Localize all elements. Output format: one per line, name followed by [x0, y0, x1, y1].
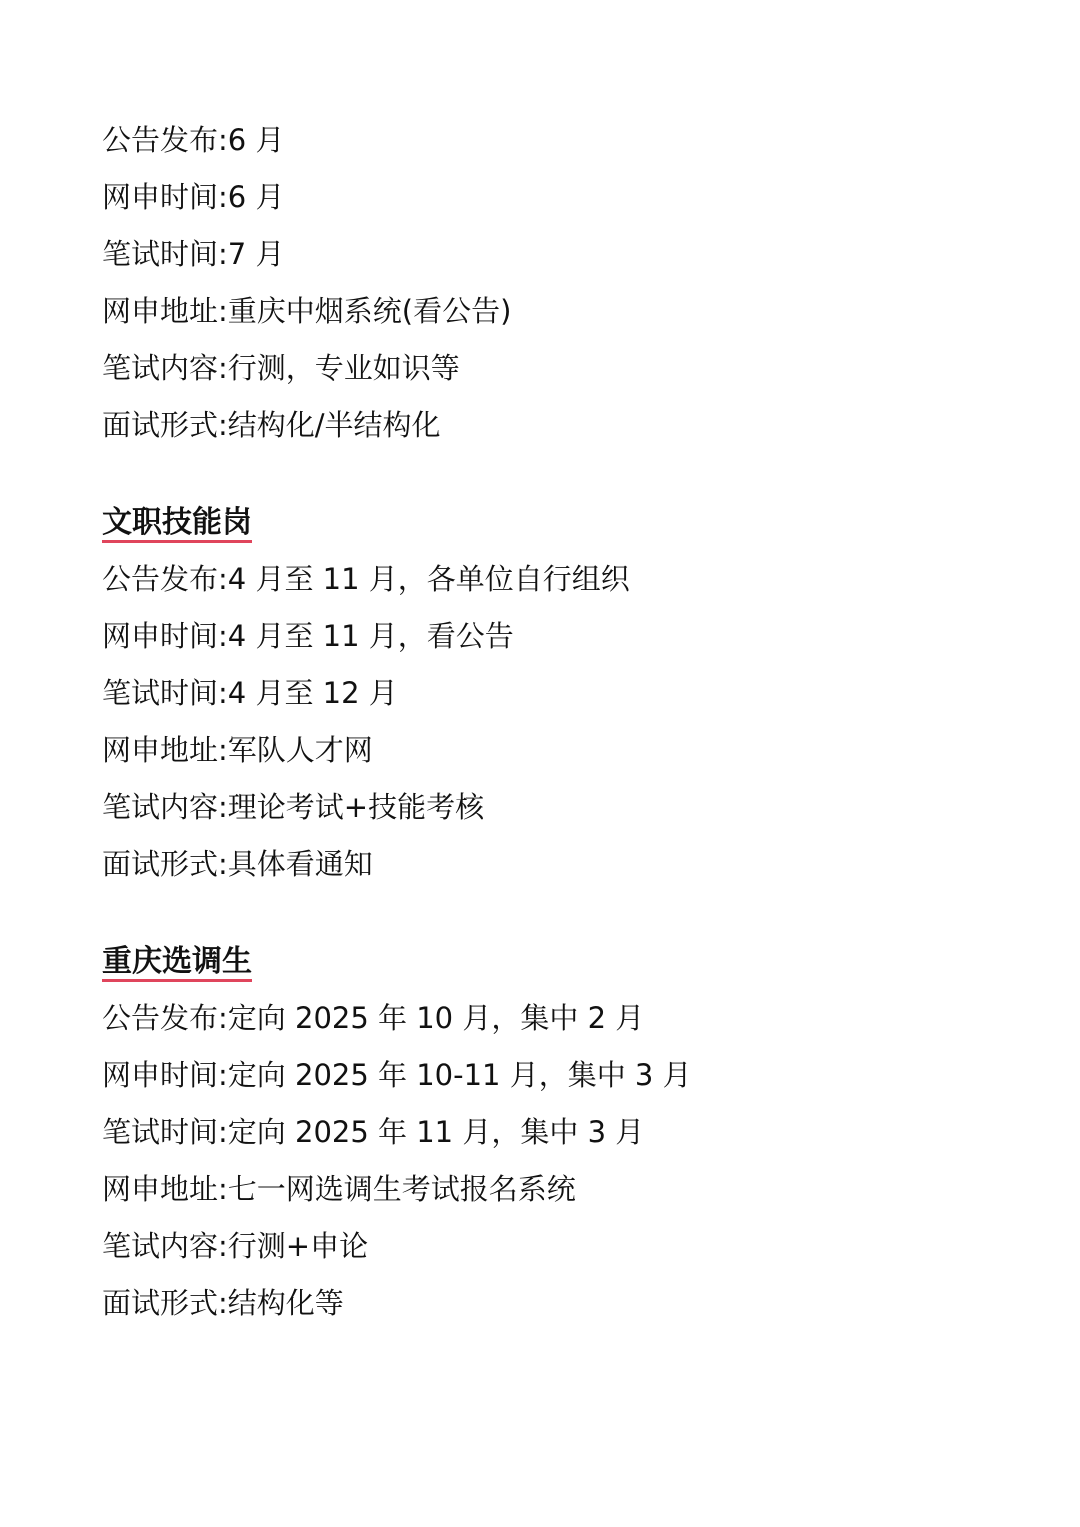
section-heading [102, 933, 1002, 990]
section-recruitment-tobacco [102, 112, 1002, 454]
info-line-apply-site: 网申地址:重庆中烟系统(看公告) [102, 294, 512, 328]
info-line-announce: 公告发布:6 月 [102, 123, 285, 157]
info-line-interview-form: 面试形式:结构化/半结构化 [102, 408, 441, 442]
section-civilian-skill-post [102, 494, 1002, 893]
info-line-apply-time: 网申时间:4 月至 11 月，看公告 [102, 619, 514, 653]
section-heading [102, 494, 1002, 551]
info-line-announce: 公告发布:定向 2025 年 10 月，集中 2 月 [102, 1001, 645, 1035]
section-heading-text: 文职技能岗 [102, 506, 252, 543]
section-chongqing-selected-graduates [102, 933, 1002, 1332]
info-line-exam-time: 笔试时间:4 月至 12 月 [102, 676, 398, 710]
info-line-interview-form: 面试形式:具体看通知 [102, 847, 373, 881]
info-line-apply-site: 网申地址:军队人才网 [102, 733, 373, 767]
info-line-apply-time: 网申时间:定向 2025 年 10-11 月，集中 3 月 [102, 1058, 692, 1092]
document-page [102, 112, 1002, 1332]
info-line-exam-content: 笔试内容:理论考试+技能考核 [102, 790, 485, 824]
info-line-exam-time: 笔试时间:7 月 [102, 237, 285, 271]
info-line-exam-time: 笔试时间:定向 2025 年 11 月，集中 3 月 [102, 1115, 645, 1149]
info-line-exam-content: 笔试内容:行测+申论 [102, 1229, 369, 1263]
section-heading-text: 重庆选调生 [102, 945, 252, 982]
info-line-interview-form: 面试形式:结构化等 [102, 1286, 344, 1320]
info-line-apply-time: 网申时间:6 月 [102, 180, 285, 214]
info-line-announce: 公告发布:4 月至 11 月，各单位自行组织 [102, 562, 630, 596]
info-line-exam-content: 笔试内容:行测，专业如识等 [102, 351, 460, 385]
info-line-apply-site: 网申地址:七一网选调生考试报名系统 [102, 1172, 576, 1206]
